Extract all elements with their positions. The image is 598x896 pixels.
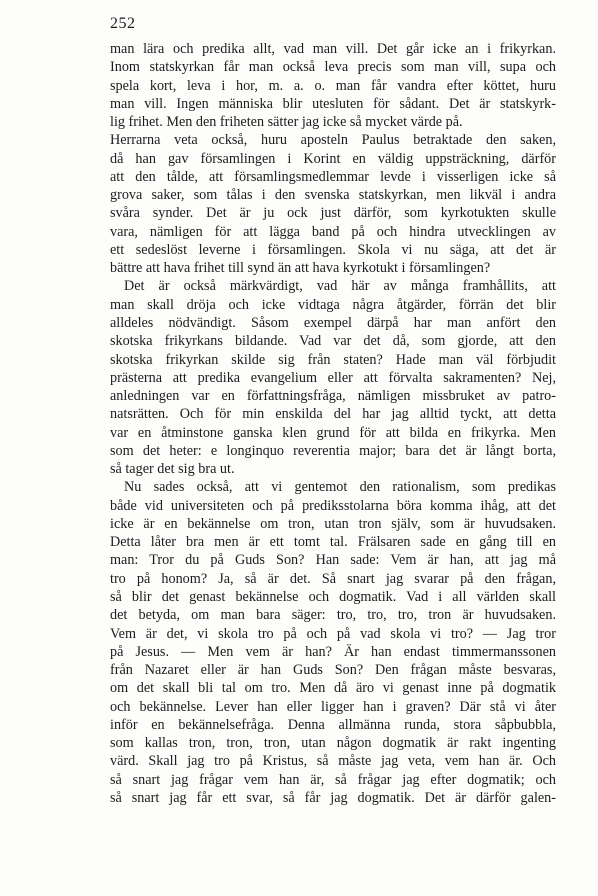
text-line: Nu sades också, att vi gentemot den rationalism, som predikas [124,479,556,496]
text-line: grova saker, som tålas i den svenska statskyrkan, men likväl i andra [110,187,556,204]
text-line: som det heter: e longinquo reverentia major; bara det är långt borta, [110,442,556,459]
text-line: man skall dröja och icke vidtaga några åtgärder, förrän det blir [110,296,556,313]
text-line: vara, nämligen för att lägga band på och hindra utvecklingen av [110,223,556,240]
text-line: spela kort, leva i hor, m. a. o. man får vandra efter köttet, huru [110,77,556,94]
text-line: ett sedeslöst leverne i församlingen. Skola vi nu säga, att det är [110,241,556,258]
text-line: Herrarna veta också, huru aposteln Paulus betraktade den saken, [110,132,556,149]
text-line: alldeles nödvändigt. Såsom exempel därpå har man anfört den [110,314,556,331]
text-line: som kallas tron, tron, tron, utan någon dogmatik är rakt ingenting [110,735,556,752]
text-line: var en åtminstone ganska klen grund för att bilda en frikyrka. Men [110,424,556,441]
text-line: man vill. Ingen människa blir utesluten för sådant. Det är statskyrk- [110,95,556,112]
text-line: så blir det genast bekännelse och dogmatik. Vad i all världen skall [110,588,556,605]
text-line: man: Tror du på Guds Son? Han sade: Vem är han, att jag må [110,552,556,569]
text-line: lig frihet. Men den friheten sätter jag icke så mycket värde på. [110,114,463,131]
text-line: bättre att hava frihet till synd än att hava kyrkotukt i församlingen? [110,260,491,277]
text-line: Detta låter bra men är ett tomt tal. Frälsaren sade en gång till en [110,534,556,551]
text-line: anledningen var en författningsfråga, nämligen missbruket av patro- [110,388,556,405]
text-line: inför en bekännelsefråga. Denna allmänna runda, stora såpbubbla, [110,716,556,733]
text-line: värd. Skall jag tro på Kristus, så måste jag veta, vem han är. Och [110,753,556,770]
text-line: så tager det sig bra ut. [110,461,235,478]
page-number: 252 [110,15,136,32]
text-line: det betyda, om man bara säger: tro, tro, tro, tron är huvudsaken. [110,607,556,624]
text-line: natsrätten. Och för min enskilda del har jag alltid tyckt, att detta [110,406,556,423]
text-line: då han gav församlingen i Korint en väldig uppsträckning, därför [110,150,556,167]
text-line: om det skall bli tal om tro. Men då äro vi genast inne på dogmatik [110,680,556,697]
text-line: skotska frikyrkan skilde sig från staten? Hade man väl förbjudit [110,351,556,368]
text-line: så snart jag får ett svar, så får jag dogmatik. Det är därför galen- [110,789,556,806]
text-line: på Jesus. — Men vem är han? Är han endast timmermanssonen [110,643,556,660]
body-text [110,40,556,807]
text-line: man lära och predika allt, vad man vill. Det går icke an i frikyrkan. [110,41,556,57]
text-line: att den tålde, att församlingsmedlemmar levde i visserligen icke så [110,168,556,185]
text-line: skotska frikyrkans bildande. Vad var det då, som gjorde, att den [110,333,556,350]
text-line: icke är en bekännelse om tron, utan tron själv, som är huvudsaken. [110,515,556,532]
text-line: Vem är det, vi skola tro på och på vad skola vi tro? — Jag tror [110,625,556,642]
text-line: tro på honom? Ja, så är det. Så snart jag svarar på den frågan, [110,570,556,587]
text-line: från Nazaret eller är han Guds Son? Den frågan måste besvaras, [110,662,556,679]
text-line: Det är också märkvärdigt, vad här av många framhållits, att [124,278,556,295]
text-line: prästerna att predika evangelium eller att förvalta sakramenten? Nej, [110,369,556,386]
text-line: Inom statskyrkan får man också leva precis som man vill, supa och [110,59,556,76]
text-line: svåra synder. Det är ju ock just därför, som kyrkotukten skulle [110,205,556,222]
text-line: både vid universiteten och på prediksstolarna böra komma ihåg, att det [110,497,556,514]
text-line: så snart jag frågar vem han är, så frågar jag efter dogmatik; och [110,771,556,788]
text-line: och bekännelse. Lever han eller ligger han i graven? Där stå vi åter [110,698,556,715]
